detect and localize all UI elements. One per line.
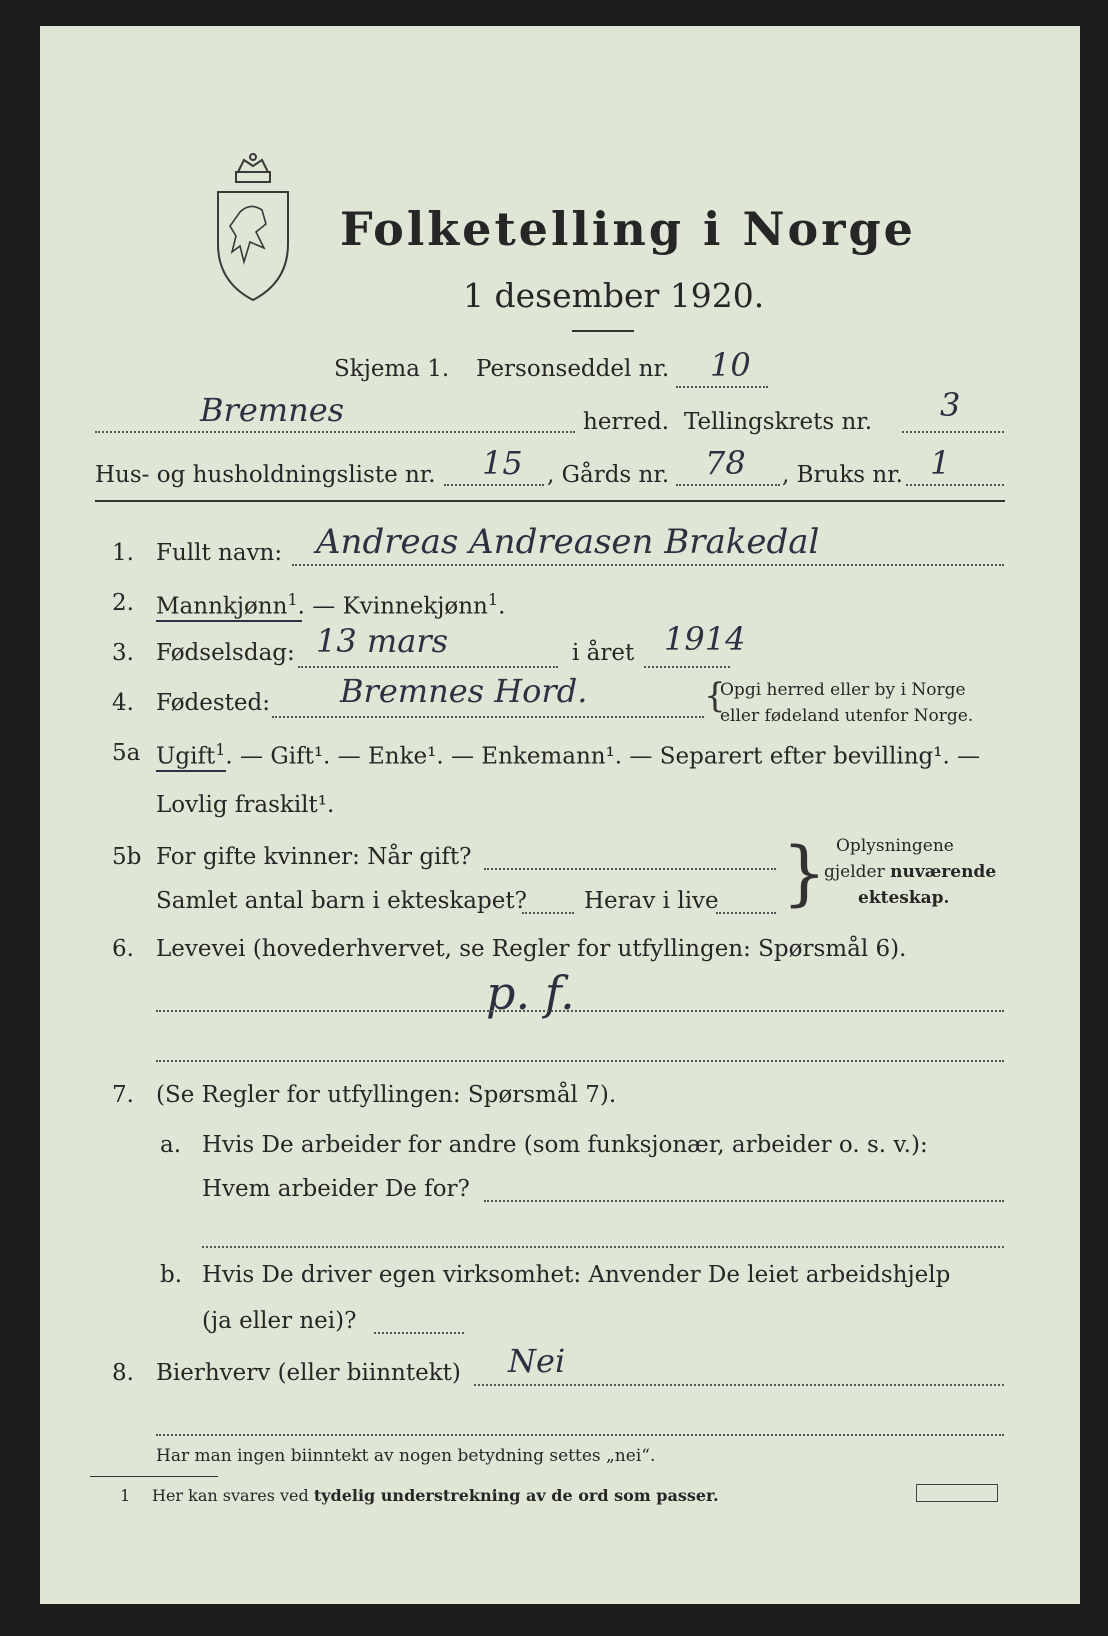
personseddel-value[interactable]: 10 (710, 346, 751, 384)
footnote-divider (90, 1476, 218, 1477)
tellingskrets-label: Tellingskrets nr. (684, 409, 873, 435)
footnote-text-b: tydelig understrekning av de ord som passer. (313, 1486, 719, 1505)
q6-number: 6. (112, 936, 134, 962)
q2-dash: . — (297, 593, 343, 620)
q4-note-2: eller fødeland utenfor Norge. (720, 706, 974, 726)
q7-number: 7. (112, 1082, 134, 1108)
q4-line (272, 716, 704, 718)
q7a-line-1 (484, 1200, 1004, 1202)
q1-line (292, 564, 1004, 566)
q7a-line-2 (202, 1246, 1004, 1248)
hus-line (444, 484, 544, 486)
q5b-line-2 (522, 912, 574, 914)
bruks-label: , Bruks nr. (782, 462, 903, 488)
q5a-line2[interactable]: Lovlig fraskilt¹. (156, 792, 335, 818)
q1-number: 1. (112, 540, 134, 566)
q4-note-1: Opgi herred eller by i Norge (720, 680, 966, 700)
q2-female-footnote: 1 (487, 590, 499, 609)
q2-end: . (498, 593, 506, 620)
bruks-value[interactable]: 1 (930, 444, 951, 482)
tellingskrets-value[interactable]: 3 (940, 386, 961, 424)
schema-label: Skjema 1. (334, 356, 450, 382)
q5a-number: 5a (112, 740, 141, 766)
bruks-line (906, 484, 1004, 486)
q6-line-1 (156, 1010, 1004, 1012)
q5b-line-3 (716, 912, 776, 914)
q5a-options (156, 740, 980, 770)
q6-label: Levevei (hovederhvervet, se Regler for utfyllingen: Spørsmål 6). (156, 936, 907, 962)
census-date: 1 desember 1920. (463, 276, 765, 315)
hus-value[interactable]: 15 (482, 444, 523, 482)
gards-line (676, 484, 780, 486)
q4-birthplace-value[interactable]: Bremnes Hord. (340, 672, 588, 710)
q5a-ugift-underline (156, 770, 226, 772)
q6-occupation-value[interactable]: p. f. (486, 966, 575, 1020)
header-divider (95, 500, 1005, 502)
q5b-label-2: Samlet antal barn i ekteskapet? (156, 888, 527, 914)
q2-male-footnote: 1 (287, 590, 298, 609)
coat-of-arms-icon (210, 152, 296, 302)
q7b-text-2: (ja eller nei)? (202, 1308, 357, 1334)
q8-line-2 (156, 1434, 1004, 1436)
herred-value[interactable]: Bremnes (200, 391, 345, 429)
q5b-brace-icon: } (782, 832, 827, 914)
gards-label: , Gårds nr. (547, 462, 670, 488)
census-form (40, 26, 1080, 1604)
q1-name-value[interactable]: Andreas Andreasen Brakedal (316, 522, 820, 562)
q3-label: Fødselsdag: (156, 640, 295, 666)
personseddel-label: Personseddel nr. (476, 356, 670, 382)
q5a-ugift[interactable]: Ugift (156, 743, 216, 770)
gards-value[interactable]: 78 (705, 444, 746, 482)
hus-label: Hus- og husholdningsliste nr. (95, 462, 436, 488)
q5b-label-1: For gifte kvinner: Når gift? (156, 844, 472, 870)
q5b-note-2a: gjelder (824, 862, 891, 882)
q8-value[interactable]: Nei (508, 1342, 566, 1380)
q2-options (156, 590, 505, 620)
form-title: Folketelling i Norge (340, 202, 916, 256)
q3-number: 3. (112, 640, 134, 666)
footnote-text (152, 1486, 719, 1505)
title-divider (572, 330, 634, 332)
q7a-text-2: Hvem arbeider De for? (202, 1176, 470, 1202)
q5b-note-3: ekteskap. (858, 888, 950, 908)
q5a-rest[interactable]: . — Gift¹. — Enke¹. — Enkemann¹. — Separert efter bevilling¹. — (225, 743, 981, 770)
q5b-line-1 (484, 868, 776, 870)
q8-number: 8. (112, 1360, 134, 1386)
q3-year-line (644, 666, 730, 668)
q5b-note-1: Oplysningene (836, 836, 954, 856)
q2-female[interactable]: Kvinnekjønn (342, 593, 488, 620)
q4-label: Fødested: (156, 690, 271, 716)
q4-brace-icon: { (704, 676, 726, 716)
q3-year-value[interactable]: 1914 (664, 620, 746, 658)
printer-stamp-icon (916, 1484, 998, 1502)
q7b-line (374, 1332, 464, 1334)
q3-birthday-value[interactable]: 13 mars (316, 622, 449, 660)
q5b-note-2b: nuværende (890, 862, 997, 882)
q4-number: 4. (112, 690, 134, 716)
biinntekt-note: Har man ingen biinntekt av nogen betydning settes „nei“. (156, 1446, 656, 1466)
q3-line (298, 666, 558, 668)
q2-male-underline (156, 620, 302, 622)
q1-label: Fullt navn: (156, 540, 283, 566)
footnote-number: 1 (120, 1486, 131, 1505)
footnote-text-a: Her kan svares ved (152, 1486, 314, 1505)
personseddel-line (676, 386, 768, 388)
herred-line (95, 431, 575, 433)
q7b-letter: b. (160, 1262, 183, 1288)
q5a-ugift-footnote: 1 (215, 740, 226, 759)
q5b-number: 5b (112, 844, 142, 870)
q7a-text: Hvis De arbeider for andre (som funksjonær, arbeider o. s. v.): (202, 1132, 928, 1158)
tellingskrets-line (902, 431, 1004, 433)
q8-line-1 (474, 1384, 1004, 1386)
q3-year-label: i året (572, 640, 635, 666)
q2-number: 2. (112, 590, 134, 616)
q5b-label-3: Herav i live (584, 888, 719, 914)
q7a-letter: a. (160, 1132, 182, 1158)
q7-label: (Se Regler for utfyllingen: Spørsmål 7). (156, 1082, 617, 1108)
q5b-note-2 (824, 862, 996, 882)
q8-label: Bierhverv (eller biinntekt) (156, 1360, 461, 1386)
q6-line-2 (156, 1060, 1004, 1062)
q2-male[interactable]: Mannkjønn (156, 593, 288, 620)
q7b-text: Hvis De driver egen virksomhet: Anvender De leiet arbeidshjelp (202, 1262, 951, 1288)
herred-label: herred. (583, 409, 670, 435)
